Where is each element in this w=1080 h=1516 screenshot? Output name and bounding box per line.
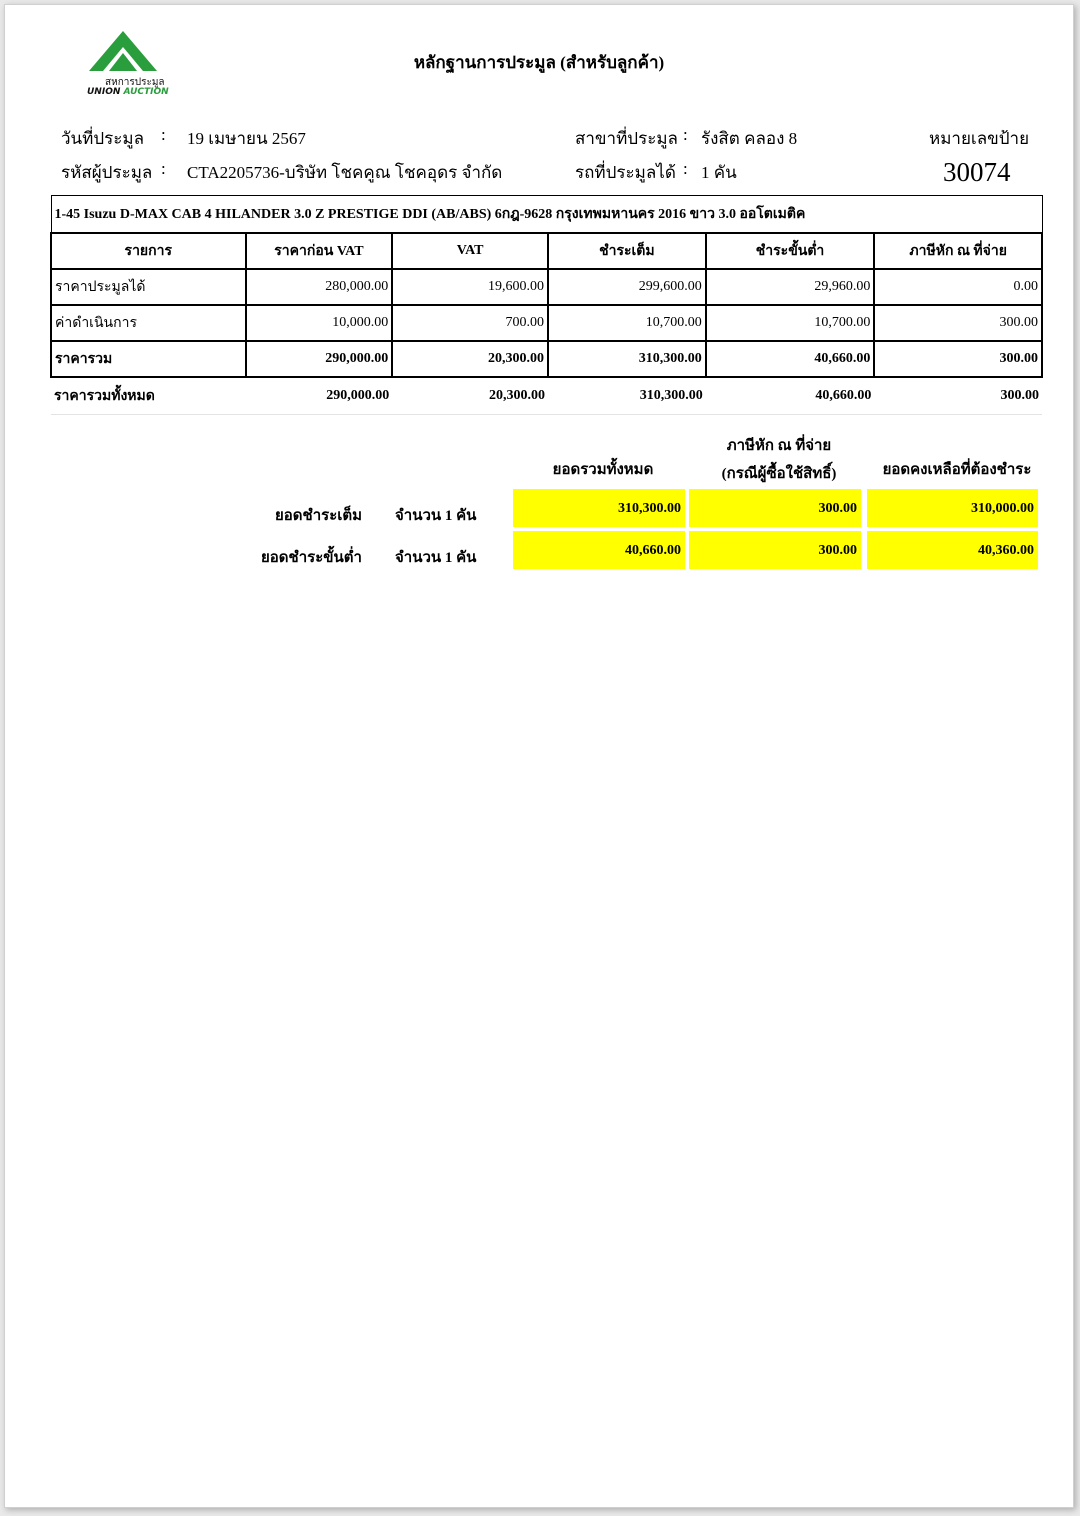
cell-value: 10,700.00 [706, 305, 875, 341]
row-label: ค่าดำเนินการ [51, 305, 246, 341]
cell-value: 280,000.00 [246, 269, 393, 305]
summary-header-tax-note: (กรณีผู้ซื้อใช้สิทธิ์) [721, 466, 837, 482]
column-header: รายการ [51, 233, 246, 269]
cell-value: 40,660.00 [706, 341, 875, 377]
summary-total-cell: 310,300.00 [513, 489, 685, 527]
row-label: ราคารวมทั้งหมด [51, 377, 246, 415]
cell-value: 10,000.00 [246, 305, 393, 341]
cell-value: 10,700.00 [548, 305, 706, 341]
car-description-row [51, 196, 1042, 234]
table-row-grand-total [51, 377, 1042, 415]
cell-value: 20,300.00 [392, 377, 548, 415]
cell-value: 20,300.00 [392, 341, 548, 377]
column-header: VAT [392, 233, 548, 269]
summary-balance-cell: 310,000.00 [867, 489, 1038, 527]
cell-value: 290,000.00 [246, 341, 393, 377]
logo-text-english: UNION AUCTION [87, 87, 169, 97]
pricing-table [50, 195, 1043, 415]
branch-label: สาขาที่ประมูล [575, 129, 678, 148]
cars-won-colon: : [683, 159, 688, 178]
column-header: ภาษีหัก ณ ที่จ่าย [874, 233, 1042, 269]
document-page [4, 4, 1074, 1508]
bidder-label: รหัสผู้ประมูล [61, 163, 153, 182]
cell-value: 29,960.00 [706, 269, 875, 305]
summary-tax-cell: 300.00 [689, 531, 861, 569]
summary-balance-cell: 40,360.00 [867, 531, 1038, 569]
bidder-colon: : [161, 159, 166, 178]
summary-row-qty: จำนวน 1 คัน [395, 550, 477, 566]
summary-header-total: ยอดรวมทั้งหมด [552, 462, 654, 478]
column-header: ราคาก่อน VAT [246, 233, 393, 269]
document-title: หลักฐานการประมูล (สำหรับลูกค้า) [413, 53, 665, 72]
cell-value: 290,000.00 [246, 377, 393, 415]
summary-tax-cell: 300.00 [689, 489, 861, 527]
row-label: ราคารวม [51, 341, 246, 377]
table-row [51, 269, 1042, 305]
cell-value: 310,300.00 [548, 377, 706, 415]
bidder-value: CTA2205736-บริษัท โชคคูณ โชคอุดร จำกัด [187, 163, 503, 182]
date-label: วันที่ประมูล [61, 129, 145, 148]
summary-row-label: ยอดชำระเต็ม [275, 508, 363, 524]
date-value: 19 เมษายน 2567 [187, 129, 306, 148]
logo-text-thai: สหการประมูล [105, 77, 165, 88]
column-header: ชำระเต็ม [548, 233, 706, 269]
cell-value: 300.00 [874, 305, 1042, 341]
cell-value: 0.00 [874, 269, 1042, 305]
summary-header-balance: ยอดคงเหลือที่ต้องชำระ [882, 462, 1032, 478]
car-description: 1-45 Isuzu D-MAX CAB 4 HILANDER 3.0 Z PRESTIGE DDI (AB/ABS) 6กฎ-9628 กรุงเทพมหานคร 2016 ขาว 3.0 ออโตเมติค [51, 196, 1042, 234]
branch-value: รังสิต คลอง 8 [701, 129, 798, 148]
table-row [51, 305, 1042, 341]
table-header-row [51, 233, 1042, 269]
table-row-subtotal [51, 341, 1042, 377]
date-colon: : [161, 125, 166, 144]
summary-row-label: ยอดชำระขั้นต่ำ [261, 550, 362, 566]
cars-won-value: 1 คัน [701, 163, 737, 182]
summary-total-cell: 40,660.00 [513, 531, 685, 569]
summary-header-tax: ภาษีหัก ณ ที่จ่าย [726, 438, 832, 454]
row-label: ราคาประมูลได้ [51, 269, 246, 305]
summary-row-qty: จำนวน 1 คัน [395, 508, 477, 524]
plate-number: 30074 [943, 157, 1011, 187]
cell-value: 300.00 [874, 341, 1042, 377]
column-header: ชำระขั้นต่ำ [706, 233, 875, 269]
cars-won-label: รถที่ประมูลได้ [575, 163, 676, 182]
plate-label: หมายเลขป้าย [929, 129, 1030, 148]
branch-colon: : [683, 125, 688, 144]
cell-value: 40,660.00 [706, 377, 875, 415]
cell-value: 700.00 [392, 305, 548, 341]
cell-value: 300.00 [874, 377, 1042, 415]
cell-value: 19,600.00 [392, 269, 548, 305]
cell-value: 299,600.00 [548, 269, 706, 305]
cell-value: 310,300.00 [548, 341, 706, 377]
